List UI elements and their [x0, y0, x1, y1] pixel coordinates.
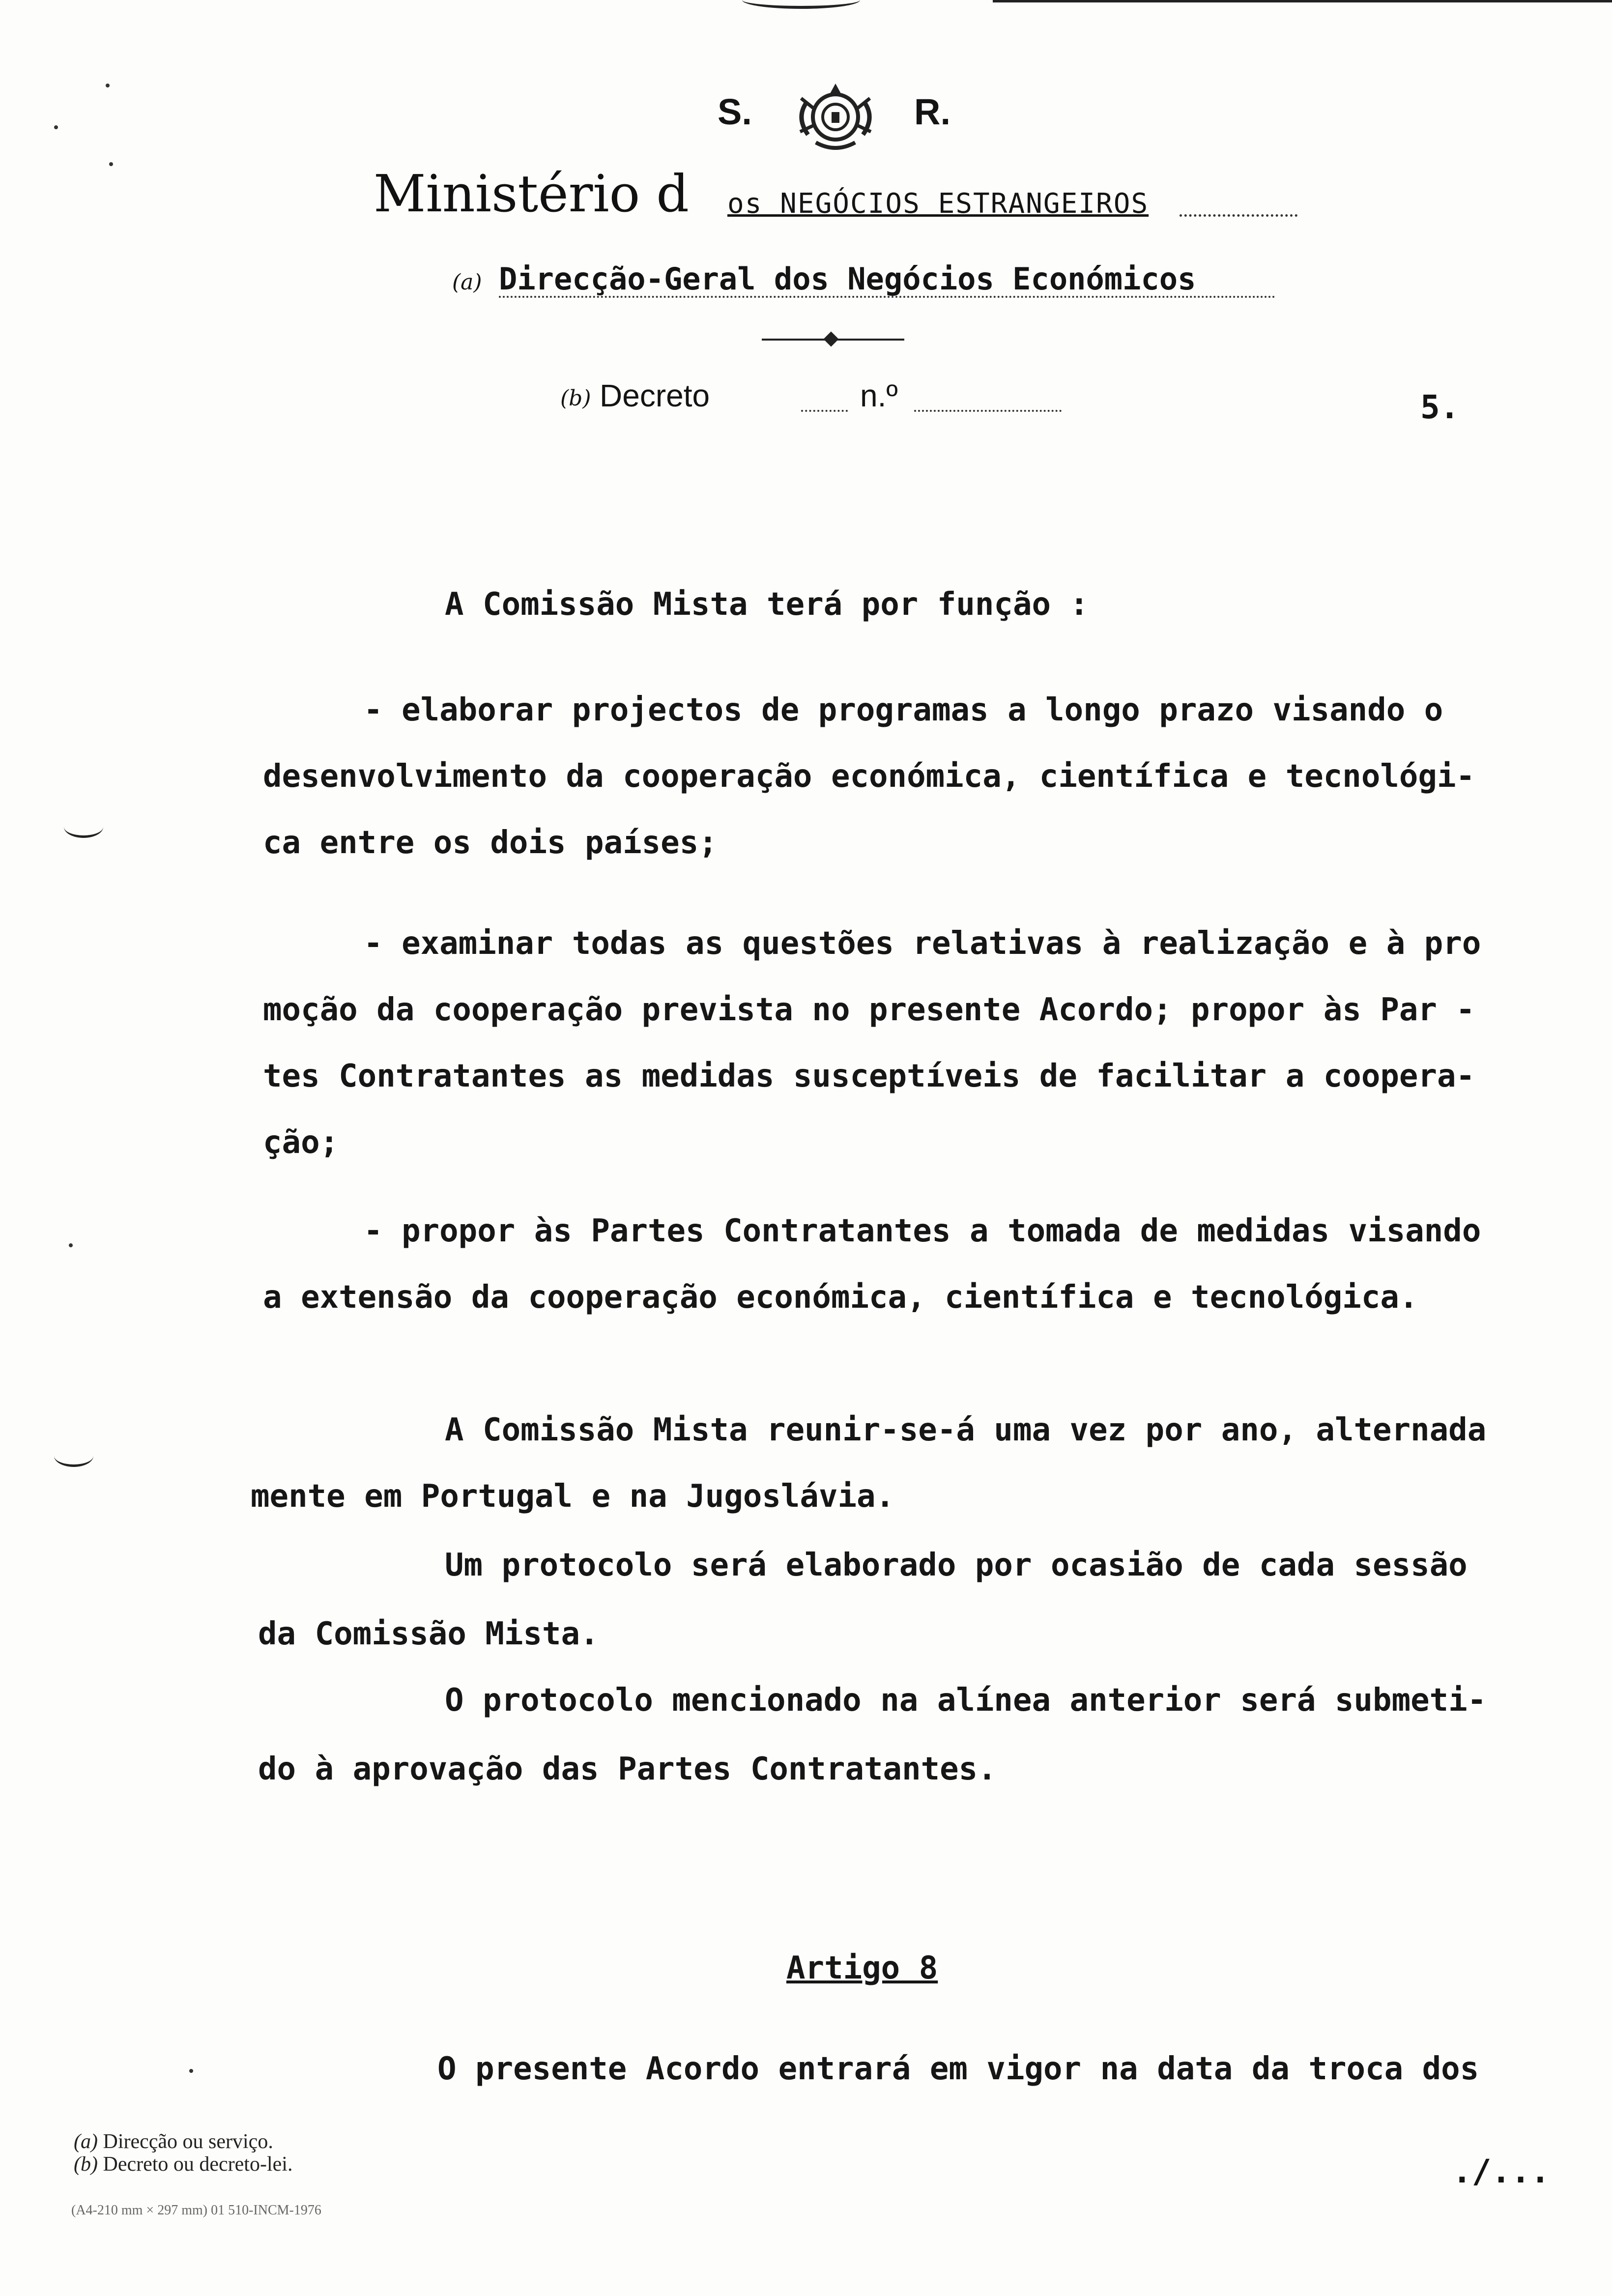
direction-line: [452, 256, 1317, 300]
body-line: ca entre os dois países;: [263, 825, 718, 861]
body-line: A Comissão Mista reunir-se-á uma vez por ano, alternada: [445, 1412, 1487, 1448]
print-reference: (A4-210 mm × 297 mm) 01 510-INCM-1976: [71, 2203, 321, 2218]
continuation-mark: ./...: [1452, 2152, 1550, 2190]
footnote-b-marker: (b): [74, 2153, 98, 2176]
body-line: A Comissão Mista terá por função :: [445, 586, 1089, 623]
decree-type-dotted-rule: [801, 410, 848, 412]
page-top-rule: [993, 0, 1612, 2]
body-line: - examinar todas as questões relativas à realização e à pro: [364, 925, 1481, 962]
body-line: da Comissão Mista.: [258, 1616, 599, 1652]
ministry-label: Ministério d: [374, 164, 689, 224]
body-line: - elaborar projectos de programas a longo prazo visando o: [364, 692, 1443, 728]
body-line: - propor às Partes Contratantes a tomada de medidas visando: [364, 1213, 1481, 1249]
decree-label: Decreto: [600, 378, 710, 413]
direction-marker: (a): [452, 270, 482, 295]
margin-speck: [109, 162, 113, 166]
ministry-value: os NEGÓCIOS ESTRANGEIROS: [727, 188, 1149, 220]
margin-speck: [69, 1243, 73, 1247]
ministry-line: [374, 165, 1297, 229]
body-line: do à aprovação das Partes Contratantes.: [258, 1751, 997, 1787]
body-line: tes Contratantes as medidas susceptíveis de facilitar a coopera-: [263, 1058, 1475, 1094]
decree-number-label: n.º: [860, 378, 898, 413]
footnote-a-text: Direcção ou serviço.: [103, 2130, 273, 2153]
body-line: O presente Acordo entrará em vigor na data da troca dos: [437, 2051, 1479, 2087]
margin-punch-mark: [54, 1445, 93, 1467]
body-line: a extensão da cooperação económica, científica e tecnológica.: [263, 1279, 1418, 1316]
body-line: Um protocolo será elaborado por ocasião de cada sessão: [445, 1547, 1468, 1583]
decree-number-dotted-rule: [914, 410, 1062, 412]
margin-speck: [189, 2069, 193, 2073]
body-line: moção da cooperação prevista no presente Acordo; propor às Par -: [263, 992, 1475, 1028]
ornament-diamond-icon: [823, 331, 838, 346]
margin-speck: [106, 84, 110, 87]
body-line: O protocolo mencionado na alínea anterior será submeti-: [445, 1682, 1487, 1719]
decree-marker: (b): [560, 386, 591, 411]
seal-letter-right: R.: [914, 91, 950, 132]
seal-letter-left: S.: [718, 91, 752, 132]
footnote-a: [74, 2130, 273, 2153]
direction-value: Direcção-Geral dos Negócios Económicos: [499, 261, 1196, 297]
page-top-arc: [742, 0, 860, 9]
footnote-a-marker: (a): [74, 2130, 98, 2153]
letterhead-seal: [718, 74, 963, 157]
ministry-dotted-rule: [1180, 214, 1297, 217]
page-number: 5.: [1420, 388, 1460, 426]
header-ornament: [762, 332, 904, 347]
body-line: desenvolvimento da cooperação económica, científica e tecnológi-: [263, 758, 1475, 795]
footnote-b: [74, 2153, 292, 2176]
article-heading: Artigo 8: [786, 1950, 938, 1986]
body-line: mente em Portugal e na Jugoslávia.: [251, 1478, 895, 1515]
body-line: ção;: [263, 1124, 339, 1161]
republic-emblem-icon: [786, 74, 885, 157]
margin-speck: [54, 125, 58, 129]
footnote-b-text: Decreto ou decreto-lei.: [103, 2153, 293, 2176]
decree-line: [560, 373, 1071, 418]
margin-punch-mark: [64, 816, 103, 838]
